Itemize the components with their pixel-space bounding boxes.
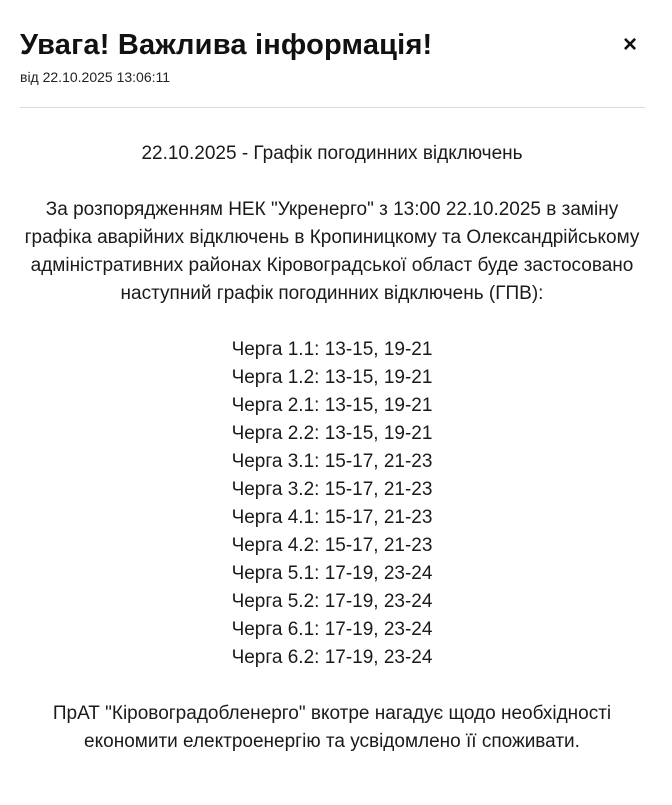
queue-item: Черга 3.2: 15-17, 21-23	[231, 479, 433, 500]
queue-item: Черга 4.2: 15-17, 21-23	[231, 535, 433, 556]
queue-item: Черга 6.2: 17-19, 23-24	[231, 647, 433, 668]
publish-date: від 22.10.2025 13:06:11	[20, 69, 171, 85]
queue-item: Черга 3.1: 15-17, 21-23	[231, 451, 433, 472]
queue-item: Черга 1.1: 13-15, 19-21	[231, 339, 433, 360]
close-icon: ×	[622, 31, 637, 58]
modal-header	[20, 28, 650, 86]
queue-item: Черга 2.2: 13-15, 19-21	[231, 423, 433, 444]
queue-item: Черга 5.1: 17-19, 23-24	[231, 563, 433, 584]
footer-paragraph: ПрАТ "Кіровоградобленерго" вкотре нагадує щодо необхідності економити електроенергію та усвідомлено її споживати.	[52, 703, 612, 752]
queue-item: Черга 1.2: 13-15, 19-21	[231, 367, 433, 388]
header-divider	[20, 107, 645, 108]
modal-body	[22, 140, 642, 756]
intro-paragraph: За розпорядженням НЕК "Укренерго" з 13:00 22.10.2025 в заміну графіка аварійних відключень в Кропиницкому та Олександрійському адміністративних районах Кіровоградської област буде застосовано наступний графік погодинних відключень (ГПВ):	[24, 199, 640, 304]
queue-item: Черга 6.1: 17-19, 23-24	[231, 619, 433, 640]
schedule-heading: 22.10.2025 - Графік погодинних відключень	[141, 143, 523, 164]
modal-title: Увага! Важлива інформація!	[20, 29, 433, 61]
queue-item: Черга 2.1: 13-15, 19-21	[231, 395, 433, 416]
queue-item: Черга 4.1: 15-17, 21-23	[231, 507, 433, 528]
queue-list	[22, 336, 642, 672]
queue-item: Черга 5.2: 17-19, 23-24	[231, 591, 433, 612]
close-button[interactable]	[617, 32, 643, 58]
